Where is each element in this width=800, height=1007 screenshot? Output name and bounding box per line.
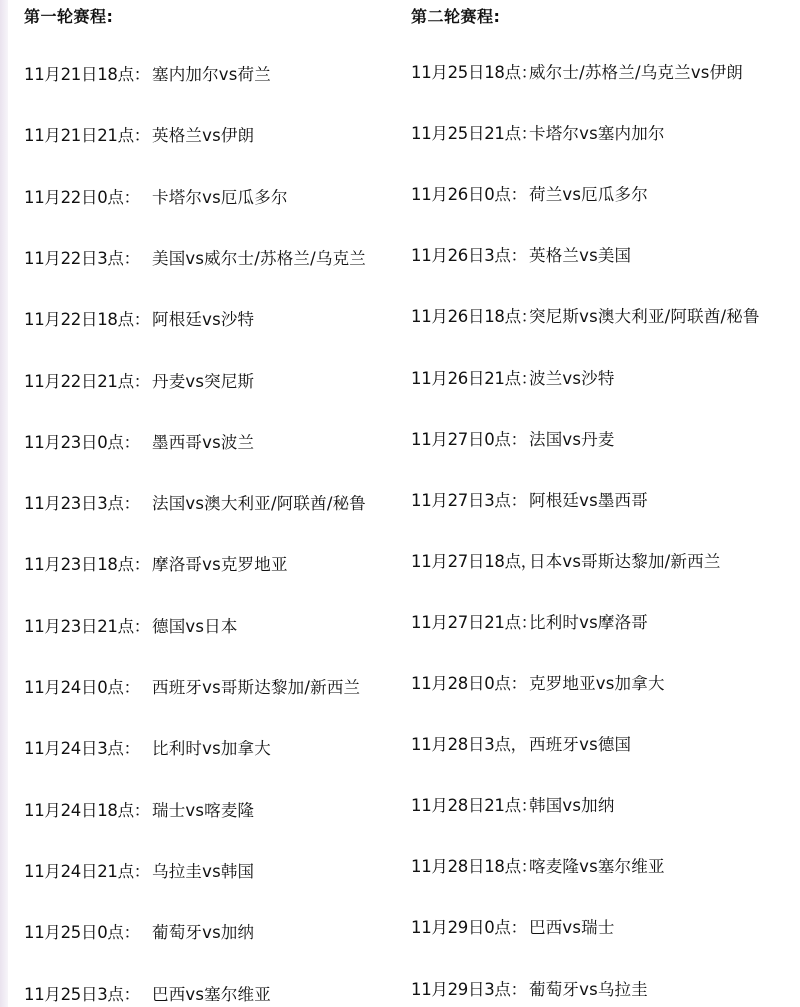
match-time: 11月24日18点： xyxy=(24,800,150,820)
match-row xyxy=(24,737,271,761)
round-1-title: 第一轮赛程: xyxy=(24,7,114,26)
match-time: 11月25日0点： xyxy=(24,923,140,943)
match-row xyxy=(24,860,254,884)
match-time: 11月28日21点： xyxy=(411,796,537,816)
match-teams: 阿根廷vs沙特 xyxy=(152,310,255,330)
match-row xyxy=(24,615,238,639)
match-time: 11月21日21点： xyxy=(24,126,150,146)
match-time: 11月22日3点： xyxy=(24,248,140,268)
match-row xyxy=(24,124,254,148)
match-teams: 西班牙vs哥斯达黎加/新西兰 xyxy=(152,678,361,697)
match-time: 11月23日21点： xyxy=(24,616,150,636)
match-row xyxy=(24,370,254,394)
match-time: 11月26日3点： xyxy=(411,246,527,266)
match-teams: 摩洛哥vs克罗地亚 xyxy=(152,555,288,575)
match-time: 11月21日18点： xyxy=(24,65,150,84)
match-teams: 美国vs威尔士/苏格兰/乌克兰 xyxy=(152,248,366,268)
match-teams: 墨西哥vs波兰 xyxy=(152,432,255,452)
match-teams: 英格兰vs伊朗 xyxy=(152,126,255,146)
match-row xyxy=(24,308,254,332)
match-row xyxy=(411,733,631,757)
match-row xyxy=(411,550,721,574)
match-teams: 比利时vs加拿大 xyxy=(152,739,271,759)
match-teams: 克罗地亚vs加拿大 xyxy=(529,674,665,693)
match-time: 11月24日3点： xyxy=(24,739,140,759)
match-time: 11月26日0点： xyxy=(411,185,527,205)
match-row xyxy=(24,186,288,210)
match-time: 11月29日0点： xyxy=(411,918,527,938)
match-row xyxy=(411,61,743,85)
match-time: 11月22日0点： xyxy=(24,187,140,207)
match-row xyxy=(411,855,665,879)
match-time: 11月22日21点： xyxy=(24,371,150,391)
match-teams: 西班牙vs德国 xyxy=(529,735,632,755)
match-time: 11月28日18点： xyxy=(411,857,537,877)
match-time: 11月23日3点： xyxy=(24,494,140,514)
match-row xyxy=(24,921,254,945)
match-row xyxy=(411,916,615,940)
match-teams: 丹麦vs突尼斯 xyxy=(152,371,255,391)
match-row xyxy=(24,431,254,455)
match-time: 11月28日3点， xyxy=(411,735,527,755)
match-time: 11月27日3点： xyxy=(411,490,527,510)
match-time: 11月26日21点： xyxy=(411,368,537,388)
match-row xyxy=(411,122,665,146)
match-row xyxy=(24,553,288,577)
match-row xyxy=(411,794,615,818)
round-2-title: 第二轮赛程: xyxy=(411,7,501,26)
match-row xyxy=(24,63,271,87)
round-1-column xyxy=(24,0,396,1007)
match-time: 11月25日3点： xyxy=(24,984,140,1004)
match-row xyxy=(411,428,615,452)
match-time: 11月24日0点： xyxy=(24,678,140,697)
match-time: 11月26日18点： xyxy=(411,307,537,327)
match-teams: 阿根廷vs墨西哥 xyxy=(529,490,648,510)
page-edge-shadow xyxy=(0,0,8,1007)
match-teams: 波兰vs沙特 xyxy=(529,368,615,388)
match-row xyxy=(411,978,648,1002)
match-teams: 塞内加尔vs荷兰 xyxy=(152,65,271,84)
match-teams: 法国vs丹麦 xyxy=(529,429,615,449)
match-row xyxy=(411,367,615,391)
match-row xyxy=(24,492,366,516)
match-time: 11月25日21点： xyxy=(411,124,537,144)
match-row xyxy=(411,305,760,329)
match-time: 11月28日0点： xyxy=(411,674,527,693)
match-row xyxy=(411,611,648,635)
match-time: 11月27日18点， xyxy=(411,551,537,571)
match-row xyxy=(411,489,648,513)
match-time: 11月27日21点： xyxy=(411,612,537,632)
match-time: 11月22日18点： xyxy=(24,310,150,330)
match-teams: 葡萄牙vs乌拉圭 xyxy=(529,979,648,999)
match-teams: 法国vs澳大利亚/阿联酋/秘鲁 xyxy=(152,494,366,514)
match-time: 11月27日0点： xyxy=(411,429,527,449)
match-row xyxy=(24,676,360,700)
match-teams: 荷兰vs厄瓜多尔 xyxy=(529,185,648,205)
match-row xyxy=(24,799,254,823)
match-row xyxy=(411,672,665,696)
match-row xyxy=(24,983,271,1007)
match-time: 11月23日18点： xyxy=(24,555,150,575)
match-teams: 瑞士vs喀麦隆 xyxy=(152,800,255,820)
match-teams: 乌拉圭vs韩国 xyxy=(152,861,255,881)
match-time: 11月24日21点： xyxy=(24,861,150,881)
match-teams: 威尔士/苏格兰/乌克兰vs伊朗 xyxy=(529,63,743,82)
match-teams: 巴西vs瑞士 xyxy=(529,918,615,938)
match-teams: 比利时vs摩洛哥 xyxy=(529,612,648,632)
match-teams: 英格兰vs美国 xyxy=(529,246,632,266)
match-teams: 卡塔尔vs厄瓜多尔 xyxy=(152,187,288,207)
match-teams: 卡塔尔vs塞内加尔 xyxy=(529,124,665,144)
match-time: 11月29日3点： xyxy=(411,979,527,999)
match-row xyxy=(411,244,631,268)
match-time: 11月23日0点： xyxy=(24,432,140,452)
match-teams: 韩国vs加纳 xyxy=(529,796,615,816)
match-teams: 喀麦隆vs塞尔维亚 xyxy=(529,857,665,877)
match-teams: 葡萄牙vs加纳 xyxy=(152,923,255,943)
match-teams: 德国vs日本 xyxy=(152,616,238,636)
match-row xyxy=(411,183,648,207)
match-teams: 巴西vs塞尔维亚 xyxy=(152,984,271,1004)
match-teams: 突尼斯vs澳大利亚/阿联酋/秘鲁 xyxy=(529,307,760,327)
match-time: 11月25日18点： xyxy=(411,63,537,82)
match-row xyxy=(24,247,366,271)
match-teams: 日本vs哥斯达黎加/新西兰 xyxy=(529,551,721,571)
round-2-column xyxy=(411,0,796,1007)
